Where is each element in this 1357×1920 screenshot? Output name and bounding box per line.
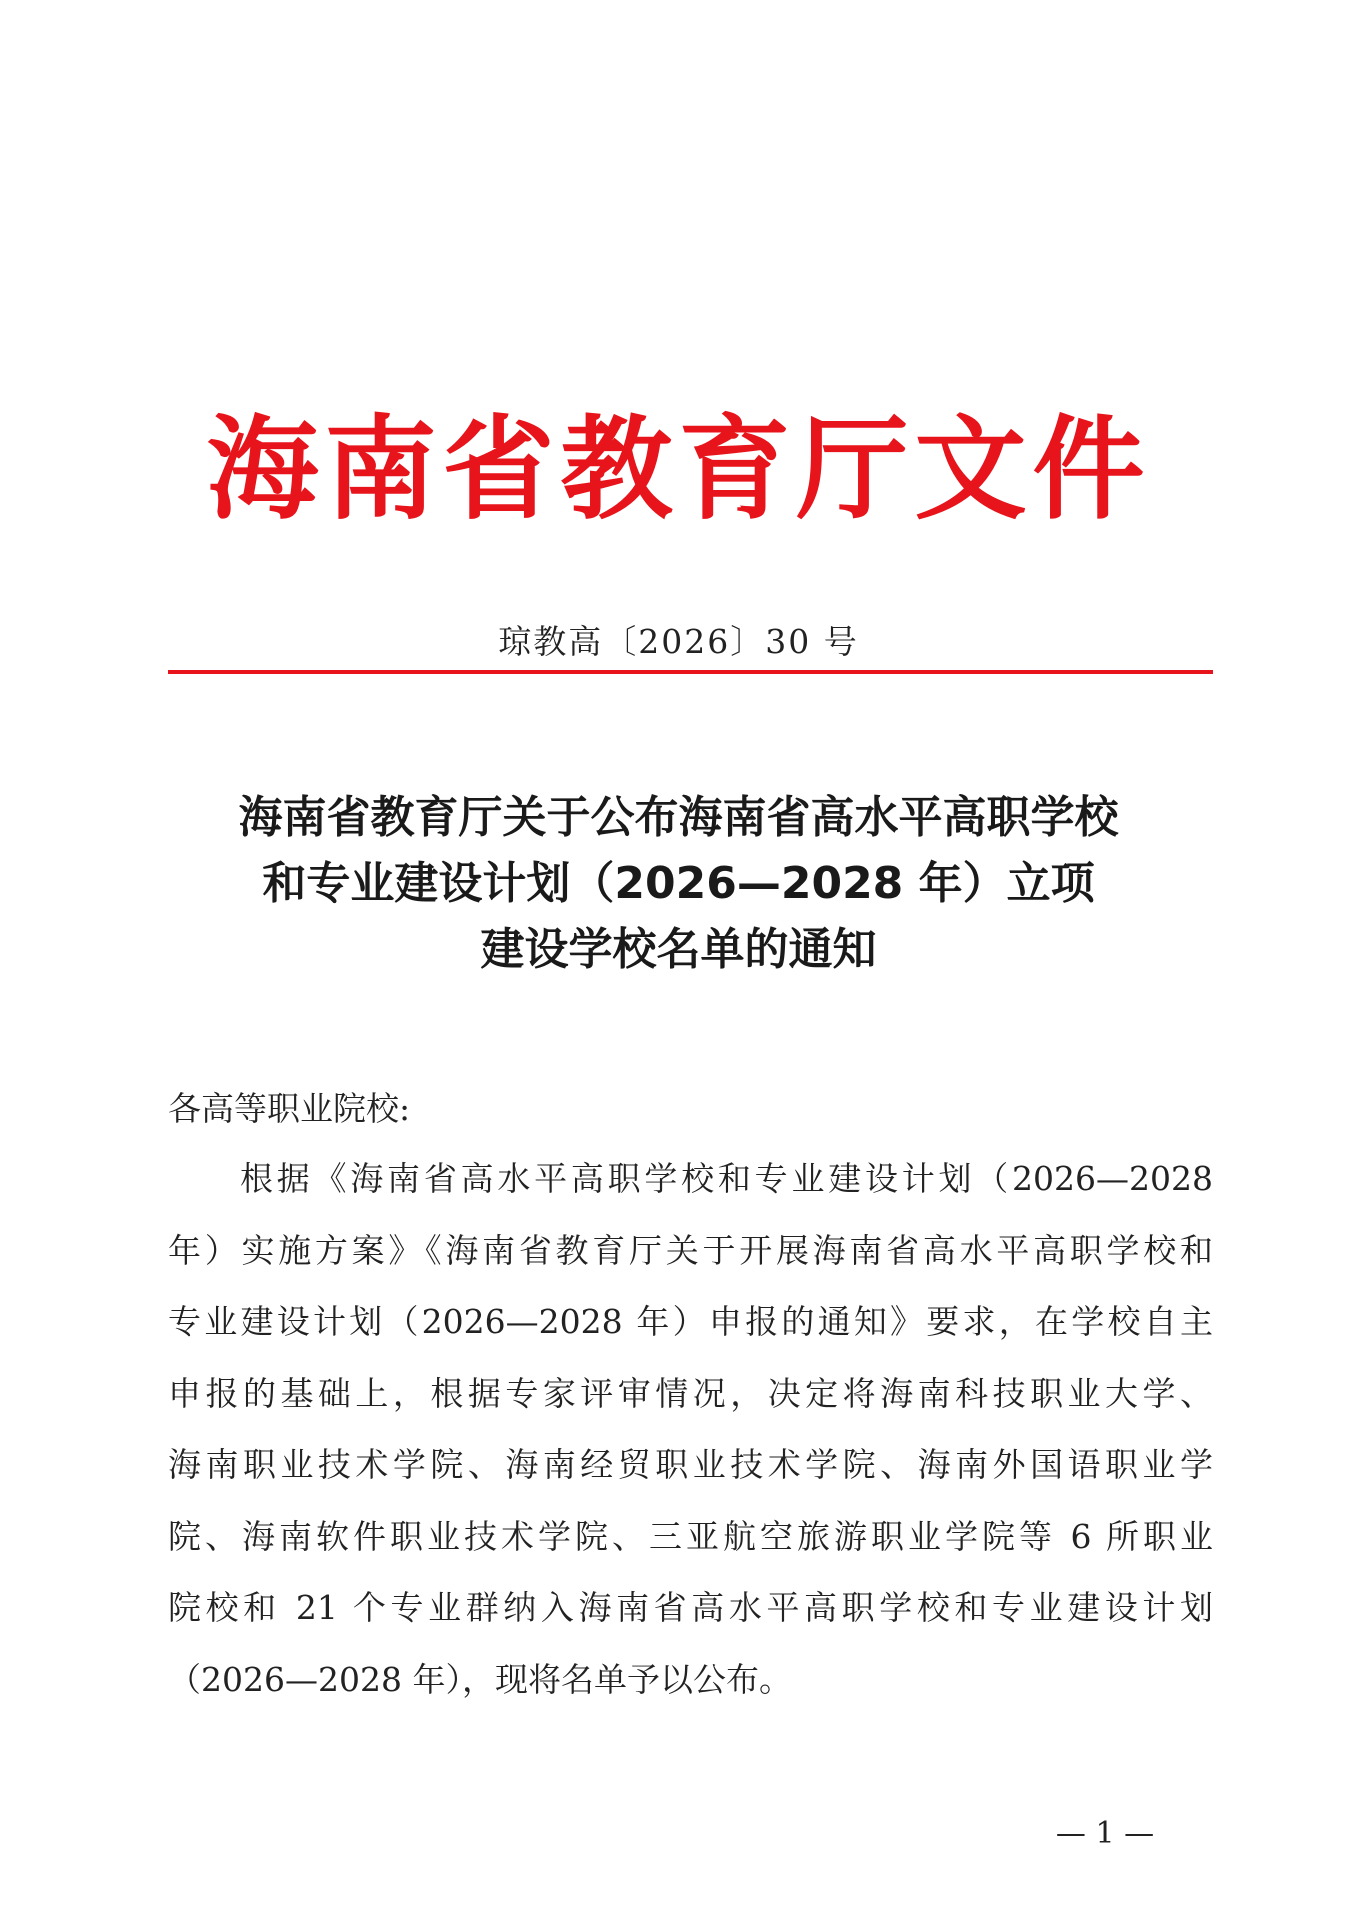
notice-title-line-2: 和专业建设计划（2026—2028 年）立项 [262,858,1095,909]
body-line: 专业建设计划（2026—2028 年）申报的通知》要求，在学校自主 [168,1302,1213,1341]
body-line: 申报的基础上，根据专家评审情况，决定将海南科技职业大学、 [168,1373,1213,1413]
body-line: 院校和 21 个专业群纳入海南省高水平高职学校和专业建设计划 [168,1588,1213,1627]
page-number: — 1 — [1055,1816,1155,1851]
body-line: （2026—2028 年），现将名单予以公布。 [168,1659,792,1699]
body-line: 海南职业技术学院、海南经贸职业技术学院、海南外国语职业学 [168,1445,1213,1484]
body-paragraph [168,1154,1213,1726]
salutation: 各高等职业院校: [168,1089,411,1128]
body-line: 院、海南软件职业技术学院、三亚航空旅游职业学院等 6 所职业 [168,1516,1213,1556]
document-number: 琼教高〔2026〕30 号 [498,622,859,661]
notice-title-line-1: 海南省教育厅关于公布海南省高水平高职学校 [238,792,1119,843]
notice-title-line-3: 建设学校名单的通知 [480,924,877,975]
red-divider-line [168,670,1213,674]
body-line: 年）实施方案》《海南省教育厅关于开展海南省高水平高职学校和 [168,1230,1213,1270]
body-line: 根据《海南省高水平高职学校和专业建设计划（2026—2028 [240,1159,1213,1198]
masthead-title: 海南省教育厅文件 [206,405,1151,535]
notice-title [140,785,1217,983]
